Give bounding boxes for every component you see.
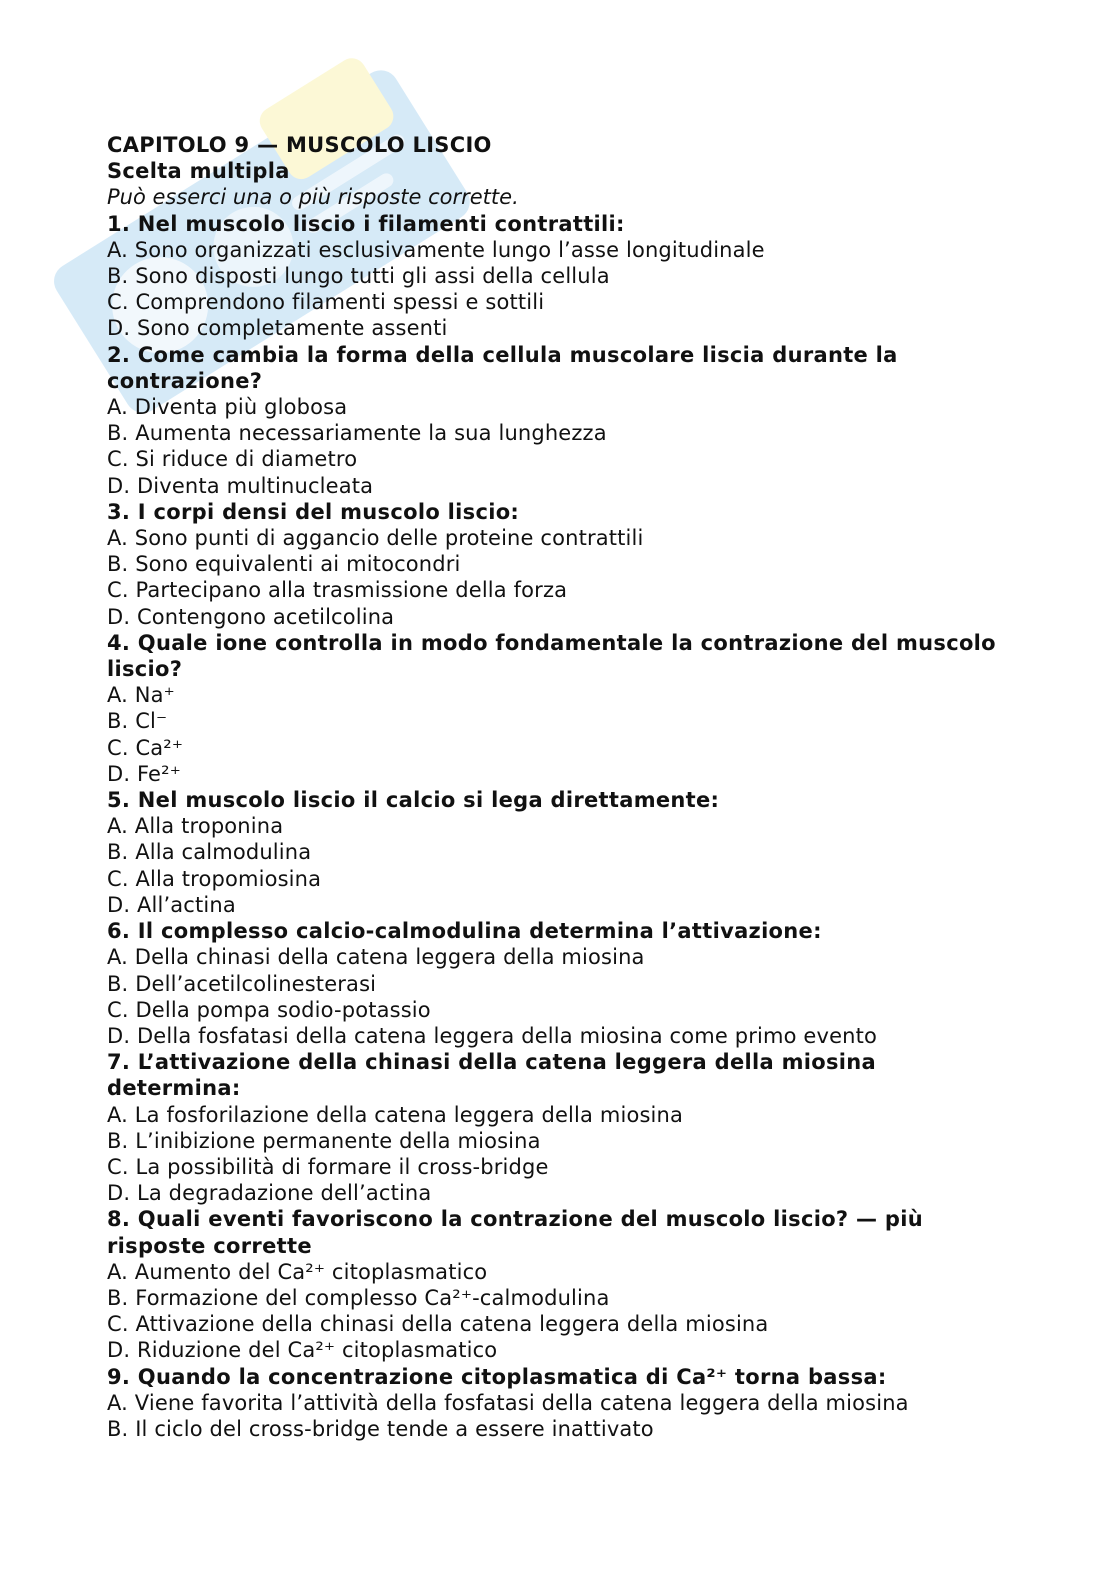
question-block	[107, 1364, 1007, 1443]
question-text: 9. Quando la concentrazione citoplasmatica di Ca²⁺ torna bassa:	[107, 1364, 887, 1389]
answer-option: C. Alla tropomiosina	[107, 866, 322, 891]
answer-option: D. Diventa multinucleata	[107, 473, 374, 498]
answer-option: C. Della pompa sodio-potassio	[107, 997, 431, 1022]
answer-option: A. Aumento del Ca²⁺ citoplasmatico	[107, 1259, 488, 1284]
answer-option: A. Diventa più globosa	[107, 395, 348, 420]
question-text: 6. Il complesso calcio-calmodulina determina l’attivazione:	[107, 919, 822, 944]
answer-option: B. Sono disposti lungo tutti gli assi della cellula	[107, 264, 610, 289]
answer-option: C. Partecipano alla trasmissione della forza	[107, 578, 568, 603]
answer-option: D. Fe²⁺	[107, 761, 181, 786]
answer-option: C. Si riduce di diametro	[107, 447, 358, 472]
question-block	[107, 211, 1007, 342]
question-text: 7. L’attivazione della chinasi della catena leggera della miosina determina:	[107, 1050, 877, 1101]
answer-option: A. Della chinasi della catena leggera della miosina	[107, 945, 645, 970]
answer-option: B. Aumenta necessariamente la sua lunghezza	[107, 421, 607, 446]
question-text: 8. Quali eventi favoriscono la contrazione del muscolo liscio? — più risposte corrette	[107, 1207, 923, 1258]
section-title: Scelta multipla	[107, 159, 290, 184]
answer-option: A. Viene favorita l’attività della fosfatasi della catena leggera della miosina	[107, 1390, 909, 1415]
answer-option: C. Attivazione della chinasi della catena leggera della miosina	[107, 1312, 769, 1337]
answer-option: D. All’actina	[107, 892, 236, 917]
question-block	[107, 918, 1007, 1049]
question-block	[107, 499, 1007, 630]
answer-option: D. Sono completamente assenti	[107, 316, 448, 341]
question-block	[107, 787, 1007, 918]
answer-option: C. Comprendono filamenti spessi e sottili	[107, 290, 545, 315]
answer-option: A. Sono organizzati esclusivamente lungo l’asse longitudinale	[107, 237, 765, 262]
answer-option: C. Ca²⁺	[107, 735, 184, 760]
answer-option: A. Alla troponina	[107, 814, 284, 839]
answer-option: B. Dell’acetilcolinesterasi	[107, 971, 377, 996]
answer-option: D. Della fosfatasi della catena leggera della miosina come primo evento	[107, 1023, 877, 1048]
document-body	[107, 132, 1007, 1442]
answer-option: D. Riduzione del Ca²⁺ citoplasmatico	[107, 1338, 498, 1363]
answer-option: B. Cl⁻	[107, 709, 168, 734]
instruction-text: Può esserci una o più risposte corrette.	[107, 185, 519, 210]
question-text: 3. I corpi densi del muscolo liscio:	[107, 499, 520, 524]
answer-option: A. Sono punti di aggancio delle proteine contrattili	[107, 526, 644, 551]
question-block	[107, 342, 1007, 499]
answer-option: A. La fosforilazione della catena leggera della miosina	[107, 1102, 683, 1127]
answer-option: B. Alla calmodulina	[107, 840, 312, 865]
answer-option: B. L’inibizione permanente della miosina	[107, 1128, 541, 1153]
question-block	[107, 1049, 1007, 1206]
answer-option: B. Il ciclo del cross-bridge tende a essere inattivato	[107, 1416, 654, 1441]
question-block	[107, 1206, 1007, 1363]
question-block	[107, 630, 1007, 787]
answer-option: A. Na⁺	[107, 683, 175, 708]
chapter-title: CAPITOLO 9 — MUSCOLO LISCIO	[107, 133, 492, 157]
question-text: 5. Nel muscolo liscio il calcio si lega direttamente:	[107, 788, 720, 813]
question-text: 2. Come cambia la forma della cellula muscolare liscia durante la contrazione?	[107, 342, 898, 393]
answer-option: C. La possibilità di formare il cross-bridge	[107, 1154, 549, 1179]
question-text: 4. Quale ione controlla in modo fondamentale la contrazione del muscolo liscio?	[107, 630, 996, 682]
answer-option: D. La degradazione dell’actina	[107, 1181, 432, 1206]
answer-option: B. Formazione del complesso Ca²⁺-calmodulina	[107, 1285, 610, 1310]
question-text: 1. Nel muscolo liscio i filamenti contrattili:	[107, 211, 625, 236]
answer-option: B. Sono equivalenti ai mitocondri	[107, 552, 461, 577]
answer-option: D. Contengono acetilcolina	[107, 604, 395, 629]
